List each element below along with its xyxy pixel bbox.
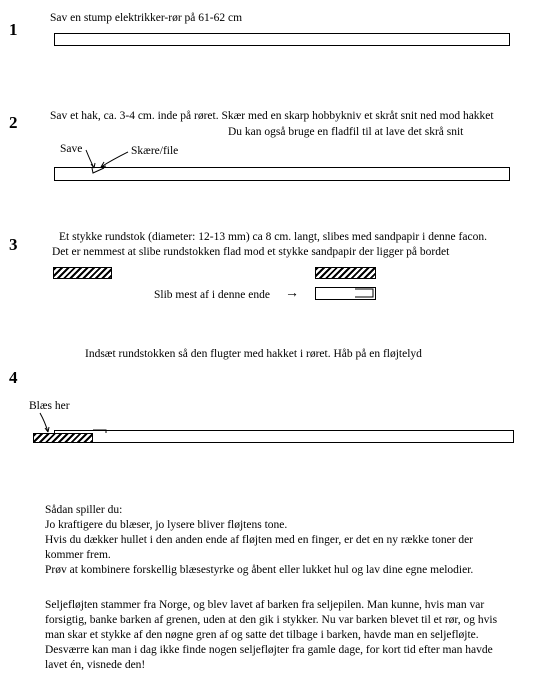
label-blaes-her: Blæs her: [29, 400, 70, 412]
step-1-number: 1: [9, 20, 18, 39]
history-line: Desværre kan man i dag ikke finde nogen seljefløjter fra gamle dage, for kort tid efter man havde: [45, 644, 493, 656]
step-3-number: 3: [9, 235, 18, 254]
arrow-right-icon: →: [285, 286, 299, 301]
howto-line: Sådan spiller du:: [45, 504, 123, 516]
label-skaere-file: Skære/file: [131, 145, 179, 157]
howto-line: Prøv at kombinere forskellig blæsestyrke og åbent eller lukket hul og lav dine egne melodier.: [45, 564, 474, 576]
howto-paragraph: [45, 503, 473, 578]
history-line: forsigtig, banke barken af grenen, uden at den gik i stykker. Nu var barken blevet til et rør, og hvis: [45, 614, 498, 626]
howto-line: Hvis du dækker hullet i den anden ende af fløjten med en finger, er det en ny række toner der: [45, 534, 474, 546]
label-save: Save: [60, 143, 83, 155]
howto-line: kommer frem.: [45, 549, 111, 561]
step-2-text-line-2: Du kan også bruge en fladfil til at lave det skrå snit: [228, 126, 464, 138]
step-1-text: Sav en stump elektrikker-rør på 61-62 cm: [50, 12, 243, 24]
step-2-text-line-1: Sav et hak, ca. 3-4 cm. inde på røret. Skær med en skarp hobbykniv et skråt snit ned mod hakket: [50, 110, 494, 122]
history-line: man skar et stykke af den nøgne gren af og satte det tilbage i barken, havde man en seljefløjte.: [45, 629, 479, 641]
history-line: Seljefløjten stammer fra Norge, og blev lavet af barken fra seljepilen. Man kunne, hvis man var: [45, 599, 485, 611]
howto-line: Jo kraftigere du blæser, jo lysere bliver fløjtens tone.: [45, 519, 288, 531]
history-paragraph: [45, 598, 497, 673]
history-line: lavet én, visnede den!: [45, 659, 146, 671]
step-3-text-line-2: Det er nemmest at slibe rundstokken flad mod et stykke sandpapir der ligger på bordet: [52, 246, 450, 258]
step-4-text: Indsæt rundstokken så den flugter med hakket i røret. Håb på en fløjtelyd: [85, 348, 422, 360]
label-slib: Slib mest af i denne ende: [154, 289, 270, 301]
step-2-number: 2: [9, 113, 18, 132]
step-3-text-line-1: Et stykke rundstok (diameter: 12-13 mm) ca 8 cm. langt, slibes med sandpapir i denne facon.: [59, 231, 487, 243]
step-4-number: 4: [9, 368, 18, 387]
